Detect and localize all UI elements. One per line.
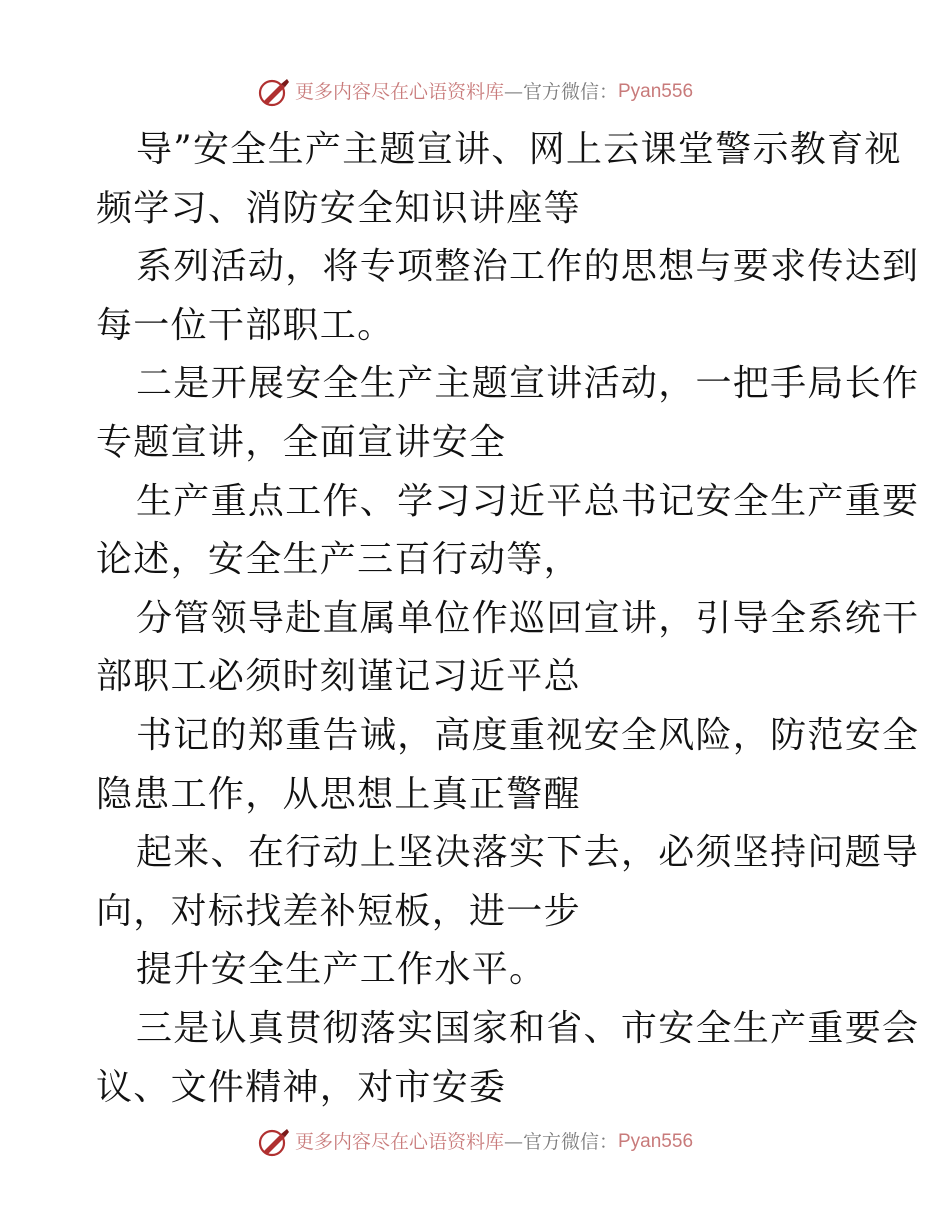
text-line: 议、文件精神，对市安委 [96, 1066, 507, 1108]
text-line: 生产重点工作、学习习近平总书记安全生产重要 [136, 480, 920, 522]
watermark-separator: — [503, 81, 523, 103]
watermark-text: 更多内容尽在心语资料库 [294, 1131, 504, 1153]
watermark-wechat-id: Pyan556 [618, 81, 694, 102]
text-line: 分管领导赴直属单位作巡回宣讲，引导全系统干 [136, 597, 920, 639]
pen-logo-icon [257, 77, 291, 107]
text-line: 专题宣讲，全面宣讲安全 [96, 421, 507, 463]
text-line: 导”安全生产主题宣讲、网上云课堂警示教育视 [136, 129, 902, 170]
header-watermark [0, 77, 950, 107]
text-line: 书记的郑重告诫，高度重视安全风险，防范安全 [136, 714, 920, 756]
watermark-wechat-label: 官方微信： [522, 81, 618, 103]
text-line: 频学习、消防安全知识讲座等 [96, 187, 581, 229]
document-body [96, 121, 920, 1117]
watermark-wechat-id: Pyan556 [618, 1131, 694, 1152]
text-line: 二是开展安全生产主题宣讲活动，一把手局长作 [136, 363, 920, 405]
text-line: 系列活动，将专项整治工作的思想与要求传达到 [136, 246, 920, 288]
text-line: 起来、在行动上坚决落实下去，必须坚持问题导 [136, 832, 920, 874]
text-line: 三是认真贯彻落实国家和省、市安全生产重要会 [136, 1007, 920, 1049]
text-line: 部职工必须时刻谨记习近平总 [96, 656, 581, 698]
text-line: 隐患工作，从思想上真正警醒 [96, 773, 581, 815]
watermark-text: 更多内容尽在心语资料库 [294, 81, 504, 103]
watermark-wechat-label: 官方微信： [522, 1131, 618, 1153]
text-line: 向，对标找差补短板，进一步 [96, 890, 581, 932]
text-line: 每一位干部职工。 [96, 304, 395, 346]
footer-watermark [0, 1127, 950, 1157]
text-line: 论述，安全生产三百行动等， [96, 539, 581, 581]
watermark-separator: — [503, 1131, 523, 1153]
pen-logo-icon [257, 1127, 291, 1157]
text-line: 提升安全生产工作水平。 [136, 949, 547, 991]
